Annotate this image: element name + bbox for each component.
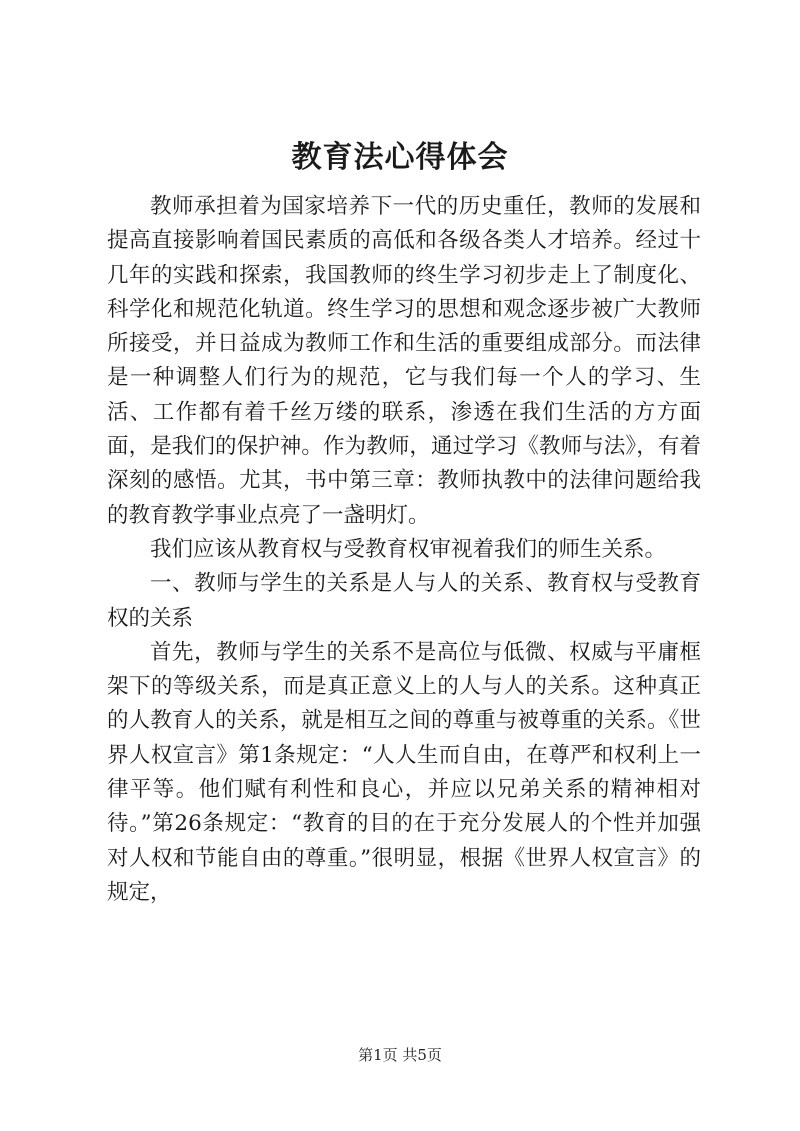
section-heading-1: 一、教师与学生的关系是人与人的关系、教育权与受教育权的关系 bbox=[107, 571, 701, 631]
paragraph-relationship-thesis: 我们应该从教育权与受教育权审视着我们的师生关系。 bbox=[150, 536, 667, 562]
paragraph-first-point: 首先，教师与学生的关系不是高位与低微、权威与平庸框架下的等级关系，而是真正意义上的人与人的关系。这种真正的人教育人的关系，就是相互之间的尊重与被尊重的关系。《世界人权宣言》第1条规定：“人人生而自由，在尊严和权利上一律平等。他们赋有利性和良心，并应以兄弟关系的精神相对待。”第26条规定：“教育的目的在于充分发展人的个性并加强对人权和节能自由的尊重。”很明显，根据《世界人权宣言》的规定， bbox=[107, 639, 701, 905]
page-footer: 第1页 共5页 bbox=[358, 1046, 442, 1064]
document-body bbox=[107, 190, 701, 910]
document-title: 教育法心得体会 bbox=[291, 140, 509, 175]
paragraph-intro: 教师承担着为国家培养下一代的历史重任，教师的发展和提高直接影响着国民素质的高低和各级各类人才培养。经过十几年的实践和探索，我国教师的终生学习初步走上了制度化、科学化和规范化轨道。终生学习的思想和观念逐步被广大教师所接受，并日益成为教师工作和生活的重要组成部分。而法律是一种调整人们行为的规范，它与我们每一个人的学习、生活、工作都有着千丝万缕的联系，渗透在我们生活的方方面面，是我们的保护神。作为教师，通过学习《教师与法》，有着深刻的感悟。尤其，书中第三章：教师执教中的法律问题给我的教育教学事业点亮了一盏明灯。 bbox=[107, 194, 701, 528]
